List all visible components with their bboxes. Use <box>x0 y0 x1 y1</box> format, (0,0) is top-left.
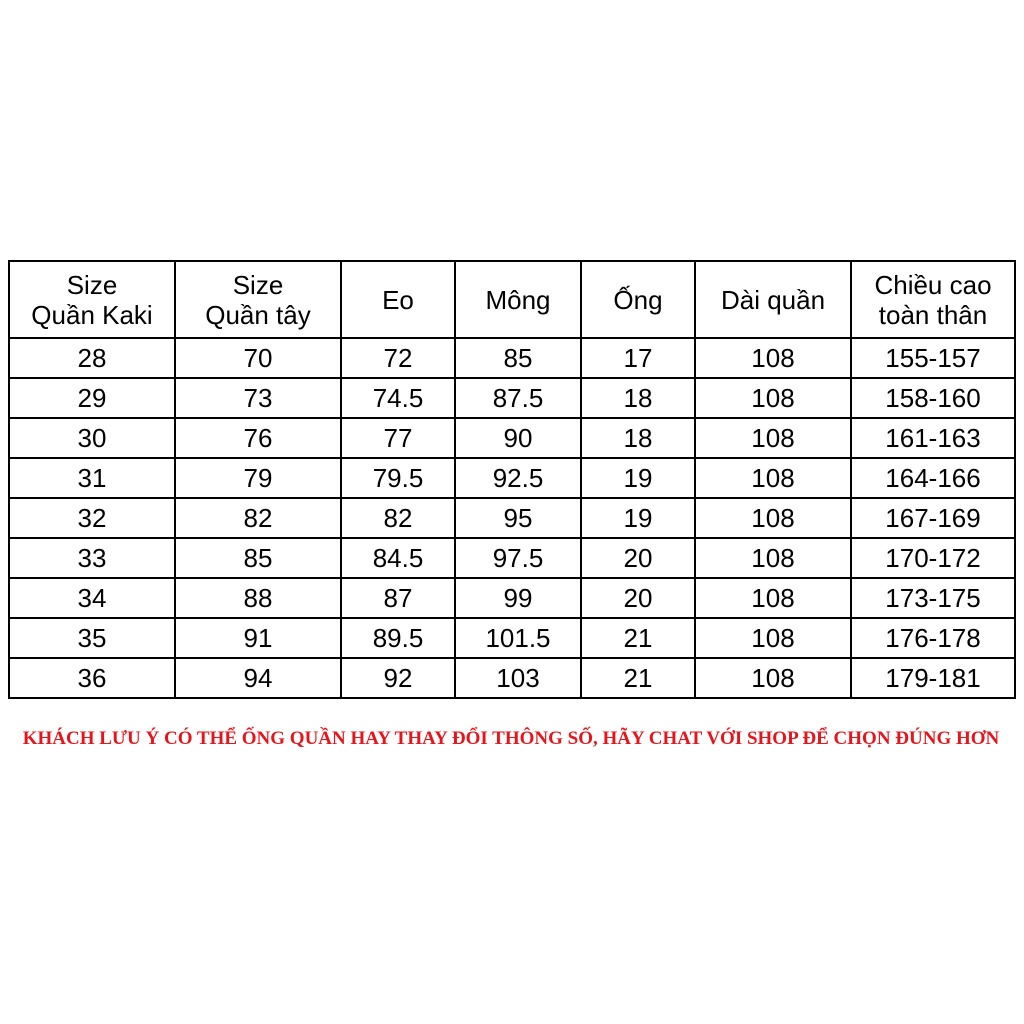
table-cell-dai-quan: 108 <box>695 498 851 538</box>
table-cell-dai-quan: 108 <box>695 418 851 458</box>
table-cell-mong: 90 <box>455 418 581 458</box>
table-cell-dai-quan: 108 <box>695 338 851 378</box>
column-header-line: Quần tây <box>205 299 311 330</box>
table-cell-size-kaki: 31 <box>9 458 175 498</box>
column-header-line: Ống <box>613 284 663 315</box>
table-cell-ong: 21 <box>581 658 695 698</box>
column-header-line: Eo <box>382 284 414 315</box>
table-cell-mong: 97.5 <box>455 538 581 578</box>
table-row <box>9 538 1015 578</box>
table-cell-ong: 18 <box>581 378 695 418</box>
customer-note: KHÁCH LƯU Ý CÓ THỂ ỐNG QUẦN HAY THAY ĐỔI THÔNG SỐ, HÃY CHAT VỚI SHOP ĐỂ CHỌN ĐÚNG HƠN <box>22 728 1000 749</box>
column-header-size-kaki <box>9 261 175 338</box>
column-header-eo <box>341 261 455 338</box>
column-header-line: Mông <box>485 284 551 315</box>
table-cell-chieu-cao: 167-169 <box>851 498 1015 538</box>
table-cell-eo: 84.5 <box>341 538 455 578</box>
table-row <box>9 458 1015 498</box>
table-row <box>9 378 1015 418</box>
table-cell-eo: 89.5 <box>341 618 455 658</box>
table-cell-dai-quan: 108 <box>695 658 851 698</box>
table-cell-dai-quan: 108 <box>695 578 851 618</box>
table-cell-size-kaki: 33 <box>9 538 175 578</box>
table-cell-dai-quan: 108 <box>695 458 851 498</box>
table-row <box>9 618 1015 658</box>
table-cell-size-tay: 91 <box>175 618 341 658</box>
table-cell-size-tay: 94 <box>175 658 341 698</box>
table-cell-eo: 87 <box>341 578 455 618</box>
table-cell-eo: 72 <box>341 338 455 378</box>
table-cell-chieu-cao: 161-163 <box>851 418 1015 458</box>
column-header-line: Quần Kaki <box>31 299 153 330</box>
table-cell-eo: 77 <box>341 418 455 458</box>
table-cell-ong: 19 <box>581 498 695 538</box>
size-chart-table <box>8 260 1016 699</box>
table-cell-mong: 92.5 <box>455 458 581 498</box>
column-header-dai-quan <box>695 261 851 338</box>
table-row <box>9 658 1015 698</box>
table-cell-chieu-cao: 155-157 <box>851 338 1015 378</box>
table-cell-size-kaki: 32 <box>9 498 175 538</box>
table-cell-mong: 99 <box>455 578 581 618</box>
table-cell-chieu-cao: 158-160 <box>851 378 1015 418</box>
column-header-line: Size <box>66 269 118 300</box>
column-header-chieu-cao <box>851 261 1015 338</box>
table-cell-mong: 101.5 <box>455 618 581 658</box>
table-body <box>9 338 1015 698</box>
table-cell-eo: 82 <box>341 498 455 538</box>
table-header-row <box>9 261 1015 338</box>
table-cell-size-kaki: 36 <box>9 658 175 698</box>
table-row <box>9 418 1015 458</box>
table-cell-size-tay: 82 <box>175 498 341 538</box>
table-cell-ong: 19 <box>581 458 695 498</box>
table-row <box>9 578 1015 618</box>
table-row <box>9 498 1015 538</box>
table-cell-eo: 79.5 <box>341 458 455 498</box>
table-cell-size-tay: 73 <box>175 378 341 418</box>
table-cell-chieu-cao: 179-181 <box>851 658 1015 698</box>
table-cell-chieu-cao: 176-178 <box>851 618 1015 658</box>
table-cell-size-kaki: 28 <box>9 338 175 378</box>
table-cell-chieu-cao: 173-175 <box>851 578 1015 618</box>
table-cell-dai-quan: 108 <box>695 618 851 658</box>
table-cell-ong: 20 <box>581 538 695 578</box>
table-cell-size-tay: 70 <box>175 338 341 378</box>
table-cell-ong: 17 <box>581 338 695 378</box>
table-cell-size-tay: 88 <box>175 578 341 618</box>
table-row <box>9 338 1015 378</box>
table-cell-mong: 87.5 <box>455 378 581 418</box>
table-cell-ong: 20 <box>581 578 695 618</box>
table-cell-mong: 103 <box>455 658 581 698</box>
table-cell-mong: 95 <box>455 498 581 538</box>
column-header-size-tay <box>175 261 341 338</box>
table-cell-size-kaki: 34 <box>9 578 175 618</box>
table-cell-size-tay: 85 <box>175 538 341 578</box>
table-cell-eo: 74.5 <box>341 378 455 418</box>
column-header-line: Size <box>232 269 284 300</box>
table-cell-dai-quan: 108 <box>695 378 851 418</box>
column-header-mong <box>455 261 581 338</box>
table-cell-size-kaki: 30 <box>9 418 175 458</box>
column-header-ong <box>581 261 695 338</box>
table-cell-chieu-cao: 164-166 <box>851 458 1015 498</box>
table-cell-size-kaki: 29 <box>9 378 175 418</box>
table-cell-size-kaki: 35 <box>9 618 175 658</box>
table-cell-size-tay: 79 <box>175 458 341 498</box>
column-header-line: toàn thân <box>878 299 988 330</box>
table-cell-ong: 18 <box>581 418 695 458</box>
table-cell-ong: 21 <box>581 618 695 658</box>
table-cell-eo: 92 <box>341 658 455 698</box>
column-header-line: Chiều cao <box>874 269 992 300</box>
table-cell-dai-quan: 108 <box>695 538 851 578</box>
table-cell-size-tay: 76 <box>175 418 341 458</box>
table-cell-chieu-cao: 170-172 <box>851 538 1015 578</box>
column-header-line: Dài quần <box>720 284 826 315</box>
table-cell-mong: 85 <box>455 338 581 378</box>
